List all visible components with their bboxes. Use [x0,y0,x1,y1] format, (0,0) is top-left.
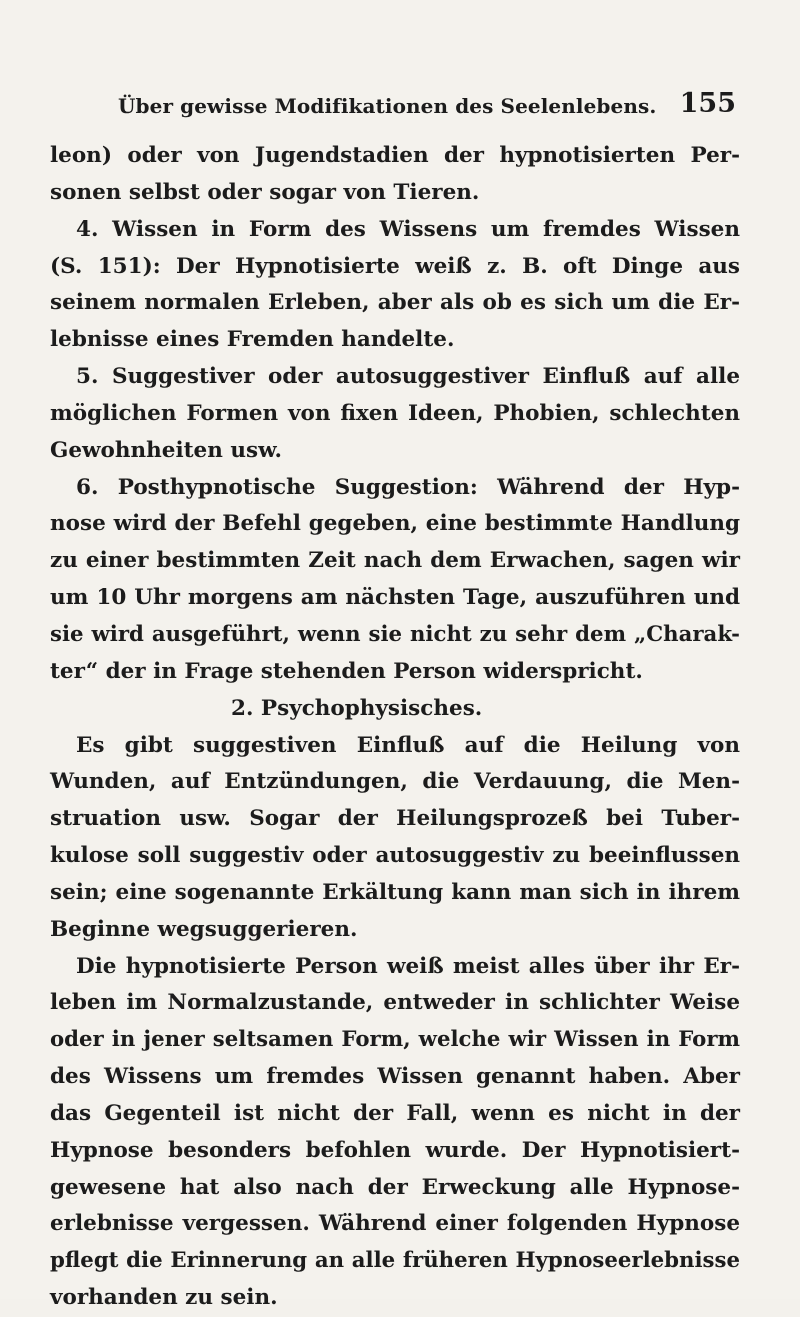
text-line: gewesene hat also nach der Erweckung alle Hypnose- [50,1174,740,1200]
text-line: Gewohnheiten usw. [50,437,282,463]
list-item-5-line: 5. Suggestiver oder autosuggestiver Einfluß auf alle [76,364,740,390]
text-line: lebnisse eines Fremden handelte. [50,327,455,353]
text-line: des Wissens um fremdes Wissen genannt haben. Aber [50,1064,740,1090]
paragraph-start-line: Es gibt suggestiven Einfluß auf die Heilung von [76,732,740,758]
text-line: Hypnose besonders befohlen wurde. Der Hypnotisiert- [50,1137,740,1163]
text-line: oder in jener seltsamen Form, welche wir Wissen in Form [50,1027,740,1053]
text-line: sie wird ausgeführt, wenn sie nicht zu sehr dem „Charak- [50,621,740,647]
body-text [50,138,740,1317]
text-line: struation usw. Sogar der Heilungsprozeß bei Tuber- [50,806,740,832]
paragraph-start-line: Die hypnotisierte Person weiß meist alles über ihr Er- [76,953,740,979]
text-line: vorhanden zu sein. [50,1285,278,1311]
running-title: Über gewisse Modifikationen des Seelenlebens. [118,94,657,118]
page-number: 155 [679,88,736,119]
text-line: zu einer bestimmten Zeit nach dem Erwachen, sagen wir [50,548,740,574]
text-line: leben im Normalzustande, entweder in schlichter Weise [50,990,740,1016]
text-line: um 10 Uhr morgens am nächsten Tage, auszuführen und [50,585,740,611]
text-line: kulose soll suggestiv oder autosuggestiv zu beeinflussen [50,843,740,869]
text-line: seinem normalen Erleben, aber als ob es sich um die Er- [50,290,740,316]
text-line: nose wird der Befehl gegeben, eine bestimmte Handlung [50,511,740,537]
text-line: leon) oder von Jugendstadien der hypnotisierten Per- [50,143,740,168]
text-line: erlebnisse vergessen. Während einer folgenden Hypnose [50,1211,740,1237]
text-line: sonen selbst oder sogar von Tieren. [50,179,480,205]
list-item-4-line: 4. Wissen in Form des Wissens um fremdes Wissen [76,216,740,242]
text-line: möglichen Formen von fixen Ideen, Phobien, schlechten [50,400,740,426]
text-line: Beginne wegsuggerieren. [50,916,358,942]
text-line: pflegt die Erinnerung an alle früheren Hypnoseerlebnisse [50,1248,740,1274]
text-line: Wunden, auf Entzündungen, die Verdauung, die Men- [50,769,740,795]
text-line: ter“ der in Frage stehenden Person widerspricht. [50,658,643,684]
text-line: (S. 151): Der Hypnotisierte weiß z. B. oft Dinge aus [50,253,740,279]
text-line: das Gegenteil ist nicht der Fall, wenn es nicht in der [50,1100,740,1126]
section-heading: 2. Psychophysisches. [231,695,483,721]
list-item-6-line: 6. Posthypnotische Suggestion: Während der Hyp- [76,474,740,500]
text-line: sein; eine sogenannte Erkältung kann man sich in ihrem [50,879,740,905]
running-head [118,88,738,128]
